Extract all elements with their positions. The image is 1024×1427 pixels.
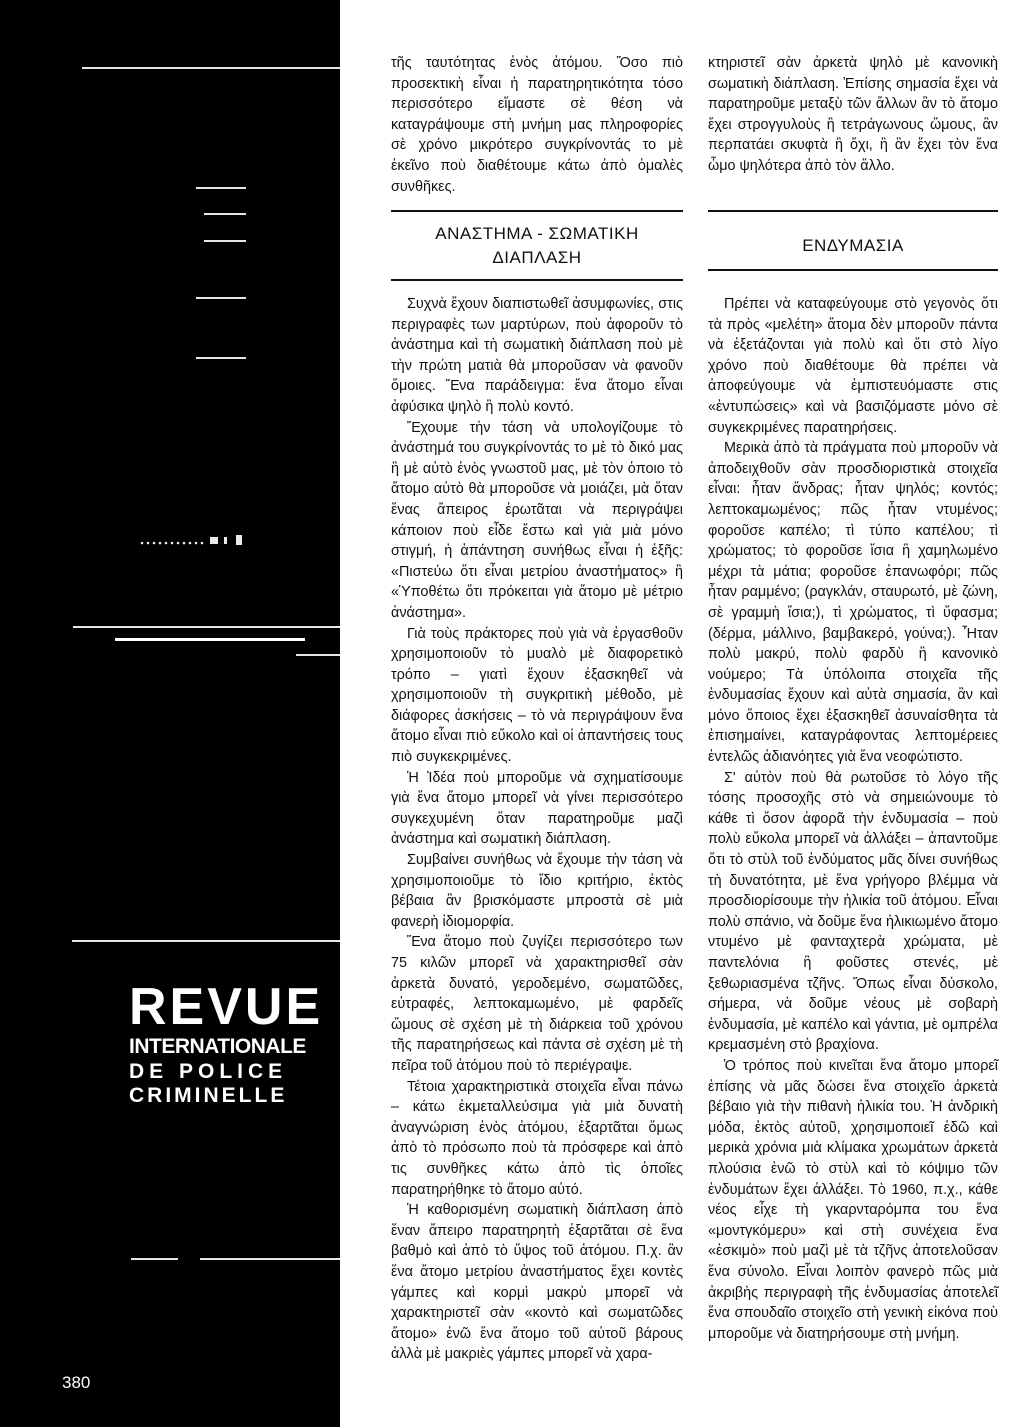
sidebar-rule xyxy=(200,1258,340,1260)
body-paragraph: Γιὰ τοὺς πράκτορες ποὺ γιὰ νὰ ἐργασθοῦν χρησιμοποιοῦν τὸ μυαλὸ μὲ διαφορετικὸ τρόπο – γιατὶ ἔχουν ἐξασκηθεῖ νὰ χρησιμοποιοῦν τὴ συγκριτικὴ μέθοδο, μὲ διάφορες ἀσκήσεις – τὸ νὰ περιγράψουν ἕνα ἄτομο εἶναι πιὸ εὔκολο καὶ οἱ ἀπαντήσεις τους πιὸ συγκεκριμένες. xyxy=(391,625,683,766)
sidebar-rule xyxy=(196,297,246,299)
heading-line: ΑΝΑΣΤΗΜΑ - ΣΩΜΑΤΙΚΗ xyxy=(435,224,639,243)
masthead-de-police: DE POLICE xyxy=(129,1060,288,1083)
journal-masthead xyxy=(129,980,335,1108)
masthead-revue: REVUE xyxy=(129,978,324,1036)
body-paragraph: Πρέπει νὰ καταφεύγουμε στὸ γεγονὸς ὅτι τὰ πρὸς «μελέτη» ἄτομα δὲν μποροῦν πάντα νὰ ἐξετάζονται γιὰ πολὺ καὶ ὅτι στὸ λίγο χρόνο ποὺ διαθέτουμε θὰ πρέπει νὰ ἀποφεύγουμε νὰ ἐμπιστευόμαστε στις «ἐντυπώσεις» καὶ νὰ βασιζόμαστε μόνο σὲ συγκεκριμένες παρατηρήσεις. xyxy=(708,296,998,436)
sidebar-rule xyxy=(72,940,340,942)
section-rule xyxy=(708,269,998,271)
body-paragraph: Συμβαίνει συνήθως νὰ ἔχουμε τὴν τάση νὰ χρησιμοποιοῦμε τὸ ἴδιο κριτήριο, ἐκτὸς βέβαια ἂν βρισκόμαστε μπροστὰ σὲ μιὰ φανερὴ ἰδιομορφία. xyxy=(391,852,683,930)
body-paragraph: Ἔχουμε τὴν τάση νὰ υπολογίζουμε τὸ ἀνάστημά του συγκρίνοντάς το μὲ τὸ δικό μας ἢ μὲ αὐτὸ ἑνὸς γνωστοῦ μας, μὲ τὸν ὁποιο τὸ ἄτομο αὐτὸ θὰ μποροῦσε νὰ μοιάζει, μὰ ὅταν ἕνας ἄπειρος ἐρωτᾶται νὰ περιγράψει κάποιον ποὺ εἶδε ἔστω καὶ γιὰ μιὰ μόνο στιγμή, ἡ ἀπάντηση συνήθως εἶναι ἡ ἑξῆς: «Πιστεύω ὅτι εἶναι μετρίου ἀναστήματος» ἢ «Ὑποθέτω ὅτι πρόκειται γιὰ ἄτομο μὲ μέτριο ἀνάστημα». xyxy=(391,419,683,621)
section-heading-stature xyxy=(391,222,683,270)
sidebar-rule xyxy=(82,67,340,69)
middle-column-body xyxy=(391,294,683,1365)
heading-line: ΕΝΔΥΜΑΣΙΑ xyxy=(802,236,904,255)
sidebar-rule xyxy=(196,187,246,189)
body-paragraph: Τέτοια χαρακτηριστικὰ στοιχεῖα εἶναι πάνω – κάτω ἐκμεταλλεύσιμα γιὰ μιὰ δυνατὴ ἀναγνώριση ἑνὸς ἀτόμου, ἐξαρτᾶται ὅμως ἀπὸ τὸ πρόσωπο ποὺ τὰ πρόσφερε καὶ ἀπὸ τις συνθῆκες κάτω ἀπὸ τὶς ὁποῖες παρατηρήθηκε τὸ ἄτομο αὐτό. xyxy=(391,1078,683,1198)
masthead-criminelle: CRIMINELLE xyxy=(129,1084,288,1107)
masthead-internationale: INTERNATIONALE xyxy=(129,1035,306,1058)
section-rule xyxy=(391,210,683,212)
sidebar-rule xyxy=(115,638,305,641)
section-rule xyxy=(708,210,998,212)
journal-sidebar xyxy=(0,0,340,1427)
right-column-body xyxy=(708,294,998,1344)
body-paragraph: Σ' αὐτὸν ποὺ θὰ ρωτοῦσε τὸ λόγο τῆς τόσης προσοχῆς στὸ νὰ σημειώνουμε τὸ κάθε τὶ ὅσον ἀφορᾶ τὴν ἐνδυμασία – ποὺ πολὺ εὔκολα μπορεῖ νὰ ἀλλάξει – ἀπαντοῦμε ὅτι τὸ στὺλ τοῦ ἐνδύματος μᾶς δίνει συνήθως τὴ δυνατότητα, μὲ ἕνα γρήγορο βλέμμα νὰ προσδιορίσουμε τὴν ἡλικία τοῦ ἀτόμου. Εἶναι πολὺ σπάνιο, νὰ δοῦμε ἕνα ἡλικιωμένο ἄτομο ντυμένο μὲ φανταχτερὰ χρώματα, μὲ παντελόνια ἢ φοῦστες στενές, μὲ ξεθωριασμένα τζῆνς. Ὅπως εἶναι δύσκολο, σήμερα, νὰ δοῦμε νέους μὲ σοβαρὴ ἐνδυμασία, μὲ καπέλο καὶ γάντια, μὲ ομπρέλα κρεμασμένη στὸ βραχίονα. xyxy=(708,769,998,1054)
body-paragraph: Μερικὰ ἀπὸ τὰ πράγματα ποὺ μποροῦν νὰ ἀποδειχθοῦν σὰν προσδιοριστικὰ στοιχεῖα εἶναι: ἦταν ἄνδρας; ἦταν ψηλός; κοντός; λεπτοκαμωμένος; πῶς ἦταν ντυμένος; φοροῦσε καπέλο; τὶ τύπο καπέλου; τὶ χρώματος; τὸ φοροῦσε ἴσια ἢ χαμηλωμένο μέχρι τὰ μάτια; φοροῦσε ἐπανωφόρι; πῶς ἦταν ραμμένο; (ραγκλάν, σταυρωτό, μὲ ζώνη, σὲ γραμμὴ ἴσια;), τὶ χρώματος, τὶ ὕφασμα; (δέρμα, μάλλινο, βαμβακερό, γούνα;). Ἦταν πολὺ μακρύ, πολὺ φαρδὺ ἢ κανονικὸ νούμερο; Τὰ ὑπόλοιπα στοιχεῖα τῆς ἐνδυμασίας ἔχουν καὶ αὐτὰ σημασία, ἂν καὶ μόνο ὅποιος ἔχει ἐξασκηθεῖ ἀσυναίσθητα τὰ ἐπισημαίνει, καταγράφοντας λεπτομέρειες ἐντελῶς ἀδιανόητες γιὰ ἕνα νεοφώτιστο. xyxy=(708,440,998,766)
right-column-intro xyxy=(708,53,998,177)
dotted-leader xyxy=(140,535,250,545)
sidebar-rule xyxy=(204,213,246,215)
section-rule xyxy=(391,279,683,281)
sidebar-rule xyxy=(131,1258,178,1260)
body-paragraph: Ἡ Ἰδέα ποὺ μποροῦμε νὰ σχηματίσουμε γιὰ ἕνα ἄτομο μπορεῖ νὰ γίνει περισσότερο συγκεχυμένη ὅταν παρατηροῦμε μαζὶ ἀνάστημα καὶ σωματικὴ διάπλαση. xyxy=(391,769,683,848)
sidebar-rule xyxy=(73,626,340,628)
middle-column-intro xyxy=(391,53,683,197)
intro-paragraph: κτηριστεῖ σὰν ἀρκετὰ ψηλὸ μὲ κανονικὴ σωματικὴ διάπλαση. Ἐπίσης σημασία ἔχει νὰ παρατηροῦμε μεταξὺ τῶν ἄλλων ἂν τὸ ἄτομο ἔχει στρογγυλοὺς ἢ τετράγωνους ὤμους, ἂν περπατάει σκυφτὰ ἢ ὄχι, ἢ ἂν ἔχει τὸν ἕνα ὦμο ψηλότερα ἀπὸ τὸν ἄλλο. xyxy=(708,55,998,174)
body-paragraph: Ἕνα ἄτομο ποὺ ζυγίζει περισσότερο των 75 κιλῶν μπορεῖ νὰ χαρακτηρισθεῖ σὰν ἀρκετὰ δυνατό, γεροδεμένο, σωματῶδες, εὐτραφές, λεπτοκαμωμένο, μὲ φαρδεῖς ὤμους σὲ σχέση μὲ τὴ διάρκεια τοῦ χρόνου τῆς παρατηρήσεως καὶ πάντα σὲ σχέση μὲ τὴ πεῖρα τοῦ ἀτόμου ποὺ τὸ περιέγραψε. xyxy=(391,934,683,1074)
intro-paragraph: τῆς ταυτότητας ἑνὸς ἀτόμου. Ὅσο πιὸ προσεκτικὴ εἶναι ἡ παρατηρητικότητα τόσο περισσότερο εἴμαστε σὲ θέση νὰ καταγράψουμε στὴ μνήμη μας πληροφορίες σὲ χρόνο μικρότερο συγκρίνοντάς το μὲ ἐκεῖνο ποὺ διαθέτουμε κάτω ἀπὸ ὁμαλὲς συνθῆκες. xyxy=(391,55,683,195)
heading-line: ΔΙΑΠΛΑΣΗ xyxy=(492,248,582,267)
sidebar-rule xyxy=(196,357,246,359)
body-paragraph: Ὁ τρόπος ποὺ κινεῖται ἕνα ἄτομο μπορεῖ ἐπίσης νὰ μᾶς δώσει ἕνα στοιχεῖο ἀρκετὰ βέβαιο γιὰ τὴν πιθανὴ ἡλικία του. Ἡ ἀνδρικὴ μόδα, ἐκτὸς αὐτοῦ, χρησιμοποιεῖ ἐδῶ καὶ μερικὰ χρόνια μιὰ κλίμακα χρωμάτων ἀρκετὰ πλούσια ἐνῶ τὸ στὺλ καὶ τὸ κόψιμο τῶν ἐνδυμάτων ἔχει ἀλλάξει. Τὸ 1960, π.χ., κάθε νέος εἶχε τὴ γκαρνταρόμπα του ἕνα «μοντγκόμερυ» καὶ στὴ συνέχεια ἕνα «ἐσκιμὸ» ποὺ μαζὶ μὲ τὰ τζῆνς ἀποτελοῦσαν ἕνα σύνολο. Εἶναι λοιπὸν φανερὸ πῶς μιὰ ἀκριβὴς περιγραφὴ τῆς ἐνδυμασίας ἀποτελεῖ ἕνα σπουδαῖο στοιχεῖο στὴ γενικὴ εἰκόνα ποὺ μποροῦμε νὰ διατηρήσουμε στὴ μνήμη. xyxy=(708,1057,998,1342)
body-paragraph: Ἡ καθορισμένη σωματικὴ διάπλαση ἀπὸ ἕναν ἄπειρο παρατηρητὴ ἐξαρτᾶται σὲ ἕνα βαθμὸ καὶ ἀπὸ τὸ ὕψος τοῦ ἀτόμου. Π.χ. ἂν ἕνα ἄτομο μετρίου ἀναστήματος ἔχει κοντὲς γάμπες καὶ κορμὶ μακρὺ μπορεῖ νὰ χαρακτηριστεῖ σὰν «κοντὸ καὶ σωματῶδες ἄτομο» ἐνῶ ἕνα ἄτομο τοῦ αὐτοῦ βάρους ἀλλὰ μὲ μακριὲς γάμπες μπορεῖ νὰ χαρα- xyxy=(391,1202,683,1363)
page-number: 380 xyxy=(62,1373,91,1392)
section-heading-clothing xyxy=(708,234,998,258)
sidebar-rule xyxy=(296,654,340,656)
sidebar-rule xyxy=(204,240,246,242)
body-paragraph: Συχνὰ ἔχουν διαπιστωθεῖ ἀσυμφωνίες, στις περιγραφὲς των μαρτύρων, ποὺ ἀφοροῦν τὸ ἀνάστημα καὶ τὴ σωματικὴ διάπλαση ποὺ μὲ τὴν πρώτη ματιὰ θὰ μποροῦσαν νὰ φανοῦν ὅμοιες. Ἕνα παράδειγμα: ἕνα ἄτομο εἶναι ἀφύσικα ψηλὸ ἢ πολὺ κοντό. xyxy=(391,296,683,415)
